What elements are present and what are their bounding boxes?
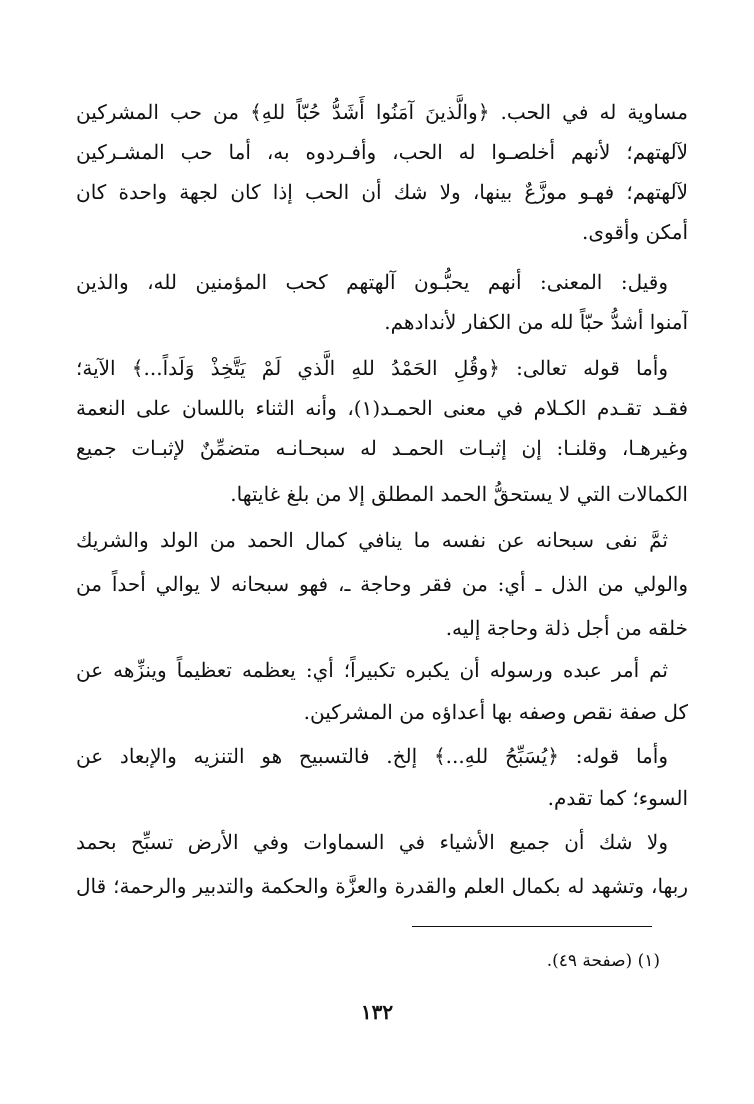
text-line: وغيرهـا، وقلنـا: إن إثبـات الحمـد له سبحـانـه متضمِّنٌ لإثبـات جميع — [76, 436, 688, 460]
text-line: وقيل: المعنى: أنهم يحبُّـون آلهتهم كحب المؤمنين لله، والذين — [76, 270, 668, 294]
text-line: والولي من الذل ـ أي: من فقر وحاجة ـ، فهو سبحانه لا يوالي أحداً من — [76, 572, 688, 596]
text-line: ربها، وتشهد له بكمال العلم والقدرة والعزَّة والحكمة والتدبير والرحمة؛ قال — [76, 874, 688, 898]
text-line: فقـد تقـدم الكـلام في معنى الحمـد(١)، وأنه الثناء باللسان على النعمة — [76, 396, 688, 420]
text-line: أمكن وأقوى. — [581, 220, 688, 244]
text-line: خلقه من أجل ذلة وحاجة إليه. — [445, 616, 688, 640]
text-line: ثم أمر عبده ورسوله أن يكبره تكبيراً؛ أي: يعظمه تعظيماً وينزِّهه عن — [76, 658, 668, 682]
text-line: الكمالات التي لا يستحقُّ الحمد المطلق إلا من بلغ غايتها. — [230, 482, 688, 506]
text-line: كل صفة نقص وصفه بها أعداؤه من المشركين. — [303, 700, 688, 724]
text-line: آمنوا أشدُّ حبّاً لله من الكفار لأندادهم. — [384, 310, 688, 334]
text-line: وأما قوله تعالى: ﴿وقُلِ الحَمْدُ للهِ الَّذي لَمْ يَتَّخِذْ وَلَداً...﴾ الآية؛ — [76, 356, 668, 380]
text-line: مساوية له في الحب. ﴿والَّذينَ آمَنُوا أَشَدُّ حُبّاً للهِ﴾ من حب المشركين — [76, 100, 688, 124]
footnote-divider — [412, 926, 652, 927]
text-line: ثمَّ نفى سبحانه عن نفسه ما ينافي كمال الحمد من الولد والشريك — [76, 528, 668, 552]
footnote: (١) (صفحة ٤٩). — [546, 951, 660, 971]
text-line: ولا شك أن جميع الأشياء في السماوات وفي الأرض تسبِّح بحمد — [76, 830, 668, 854]
text-line: وأما قوله: ﴿يُسَبِّحُ للهِ...﴾ إلخ. فالتسبيح هو التنزيه والإبعاد عن — [76, 744, 668, 768]
text-line: السوء؛ كما تقدم. — [547, 786, 688, 810]
text-line: لآلهتهم؛ لأنهم أخلصـوا له الحب، وأفـردوه به، أما حب المشـركين — [76, 140, 688, 164]
text-line: لآلهتهم؛ فهـو موزَّعٌ بينها، ولا شك أن الحب إذا كان لجهة واحدة كان — [76, 180, 688, 204]
page-number: ١٣٢ — [360, 1000, 394, 1024]
